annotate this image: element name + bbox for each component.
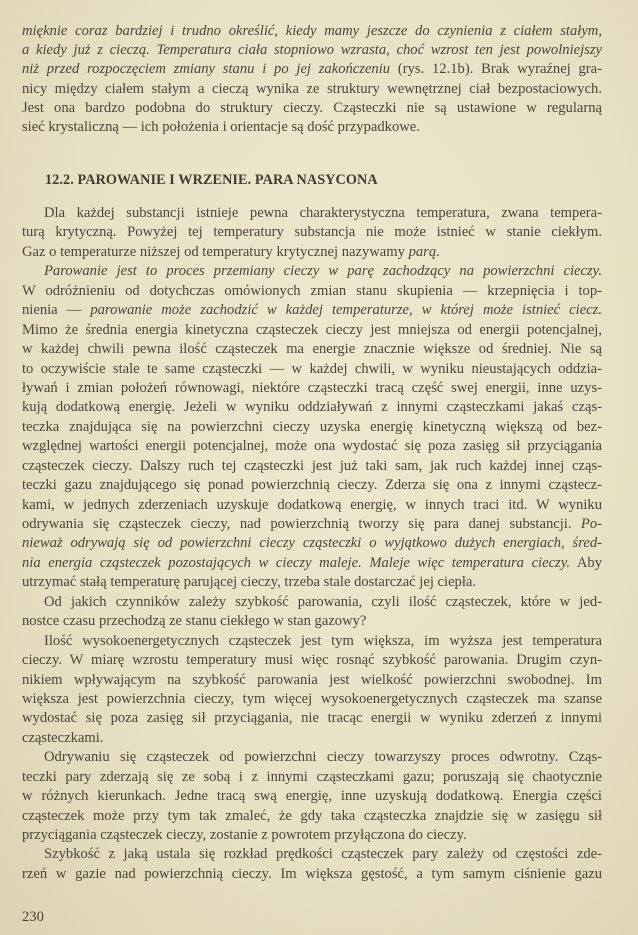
text-line — [22, 709, 602, 728]
text-line — [22, 457, 602, 476]
text-run: wydostać się poza zasięg sił przyciągania, nie tracąc energii w wyniku zderzeń z innymi — [22, 710, 602, 727]
text-run: kami, w jednych zderzeniach uzyskuje dodatkową energię, w innych traci itd. W wyniku — [22, 496, 602, 513]
text-line — [22, 651, 602, 670]
text-run: Aby — [570, 554, 602, 571]
italic-text: mięknie coraz bardziej i trudno określić, kiedy mamy jeszcze do czynienia z ciałem stałym, — [22, 23, 602, 39]
text-line — [22, 80, 602, 99]
text-run: Mimo że średnia energia kinetyczna cząsteczek cieczy jest mniejsza od energii potencjalnej, — [22, 321, 602, 338]
text-line — [22, 321, 602, 340]
text-run: utrzymać stałą temperaturę parującej cieczy, trzeba stale dostarczać jej ciepła. — [22, 574, 477, 591]
italic-text: Parowanie jest to proces przemiany cieczy w parę zachodzący na powierzchni cieczy. — [44, 263, 602, 280]
section-body — [22, 204, 602, 884]
text-run: Gaz o temperaturze niższej od temperatury krytycznej nazywamy — [22, 243, 409, 260]
italic-text: Po- — [580, 516, 602, 532]
text-line — [22, 496, 602, 515]
text-run: cieczy. W miarę wzrostu temperatury musi więc rosnąć szybkość parowania. Drugim czyn- — [22, 652, 602, 669]
text-run: Dla każdej substancji istnieje pewna charakterystyczna temperatura, zwana tempera- — [44, 205, 602, 221]
italic-text: a kiedy już z cieczą. Temperatura ciała stopniowo wzrasta, choć wzrost ten jest powolniejszy — [22, 42, 602, 59]
text-run: cząsteczkami. — [22, 729, 104, 746]
text-line — [22, 632, 602, 651]
text-line — [22, 204, 602, 223]
italic-text: nieważ odrywają się od powierzchni cieczy cząsteczki o wyjątkowo dużych energiach, śred- — [22, 535, 602, 552]
section-heading: 12.2. PAROWANIE I WRZENIE. PARA NASYCONA — [45, 172, 378, 188]
text-line — [22, 787, 602, 806]
text-run: cząsteczek może przy tym tak zmaleć, że gdy taka cząsteczka znajdzie się w zasięgu sił — [22, 807, 602, 824]
text-run: nienia — — [22, 302, 91, 319]
text-run: nicy między ciałem stałym a cieczą wynika ze struktury wewnętrznej ciał bezpostaciowych. — [22, 80, 602, 97]
text-line — [22, 534, 602, 553]
text-line — [22, 845, 602, 864]
text-run: (rys. 12.1b). Brak wyraźnej gra- — [390, 61, 602, 78]
text-line — [22, 398, 602, 417]
text-run: teczki gazu znajdującego się ponad powierzchnią cieczy. Zderza się ona z innymi cząstecz- — [22, 477, 602, 494]
text-line — [22, 826, 602, 845]
text-run: w różnych kierunkach. Jedne tracą swą energię, inne uzyskują dodatkową. Energia części — [22, 788, 602, 805]
text-line — [22, 99, 602, 118]
text-line — [22, 243, 602, 262]
text-run: rzeń w gazie nad powierzchnią cieczy. Im większa gęstość, a tym samym ciśnienie gazu — [22, 865, 602, 882]
text-run: Odrywaniu się cząsteczek od powierzchni cieczy towarzyszy proces odwrotny. Cząs- — [44, 749, 602, 766]
text-run: cząsteczek cieczy. Dalszy ruch tej cząsteczki jest już taki sam, jak ruch każdej innej cząs- — [22, 457, 602, 474]
text-line — [22, 118, 602, 137]
text-line — [22, 690, 602, 709]
text-run: sieć krystaliczną — ich położenia i orientacje są dość przypadkowe. — [22, 118, 420, 135]
text-line — [22, 340, 602, 359]
text-line — [22, 612, 602, 631]
text-run: W odróżnieniu od dotychczas omówionych zmian stanu skupienia — krzepnięcia i top- — [22, 282, 602, 299]
text-run: nikiem wpływającym na szybkość parowania jest wielkość powierzchni swobodnej. Im — [22, 671, 602, 688]
text-run: nostce czasu przechodzą ze stanu ciekłego w stan gazowy? — [22, 613, 367, 630]
text-line — [22, 282, 602, 301]
text-line — [22, 22, 602, 41]
text-run: w każdej chwili pewna ilość cząsteczek ma energie znacznie większe od średniej. Nie są — [22, 341, 602, 358]
text-line — [22, 554, 602, 573]
text-line — [22, 768, 602, 787]
text-run: Ilość wysokoenergetycznych cząsteczek jest tym większa, im wyższa jest temperatura — [44, 632, 602, 649]
text-run: odrywania się cząsteczek cieczy, nad powierzchnią tworzy się para danej substancji. — [22, 516, 581, 532]
text-line — [22, 360, 602, 379]
text-line — [22, 573, 602, 592]
text-line — [22, 476, 602, 495]
text-line — [22, 301, 602, 320]
text-line — [22, 515, 602, 534]
italic-text: niż przed rozpoczęciem zmiany stanu i po jej zakończeniu — [22, 61, 391, 78]
text-run: względnej wartości energii potencjalnej, może ona wydostać się poza zasięg sił przyciągania — [22, 438, 602, 455]
text-run: większa jest powierzchnia cieczy, tym więcej wysokoenergetycznych cząsteczek ma szanse — [22, 690, 602, 707]
text-run: teczki pary zderzają się ze sobą i z innymi cząsteczkami gazu; poruszają się chaotycznie — [22, 768, 602, 785]
text-line — [22, 41, 602, 60]
text-line — [22, 223, 602, 242]
text-line — [22, 748, 602, 767]
text-line — [22, 671, 602, 690]
text-line — [22, 807, 602, 826]
text-line — [22, 729, 602, 748]
text-run: Jest ona bardzo podobna do struktury cieczy. Cząsteczki nie są ustawione w regularną — [22, 99, 602, 116]
text-run: przyciągania cząsteczek cieczy, zostanie z powrotem przyłączona do cieczy. — [22, 827, 467, 843]
text-line — [22, 379, 602, 398]
italic-text: parowanie może zachodzić w każdej temperaturze, w której może istnieć ciecz. — [90, 302, 602, 319]
text-run: kują dodatkową energię. Jeżeli w wyniku oddziaływań z innymi cząsteczkami jakaś cząs- — [22, 399, 602, 416]
text-line — [22, 593, 602, 612]
text-line — [22, 262, 602, 281]
text-run: . — [436, 243, 440, 260]
text-run: Od jakich czynników zależy szybkość parowania, czyli ilość cząsteczek, które w jed- — [44, 593, 602, 610]
text-run: Szybkość z jaką ustala się rozkład prędkości cząsteczek pary zależy od częstości zde- — [44, 846, 602, 863]
text-run: teczka znajdująca się na powierzchni cieczy uzyska energię kinetyczną większą od bez- — [22, 418, 602, 435]
text-run: ływań i zmian położeń równowagi, niektóre cząsteczki tracą część swej energii, inne uzys- — [22, 379, 602, 396]
text-line — [22, 865, 602, 884]
intro-paragraph — [22, 22, 602, 137]
text-run: to oczywiście stale te same cząsteczki — w każdej chwili, w wyniku nieustających oddzia- — [22, 360, 602, 377]
page-number: 230 — [22, 909, 44, 925]
text-line — [22, 60, 602, 79]
text-run: turą krytyczną. Powyżej tej temperatury substancja nie może istnieć w stanie ciekłym. — [22, 224, 602, 241]
text-line — [22, 418, 602, 437]
italic-text: nia energia cząsteczek pozostających w cieczy maleje. Maleje więc temperatura cieczy. — [22, 554, 571, 571]
text-line — [22, 437, 602, 456]
italic-text: parą — [408, 243, 437, 260]
